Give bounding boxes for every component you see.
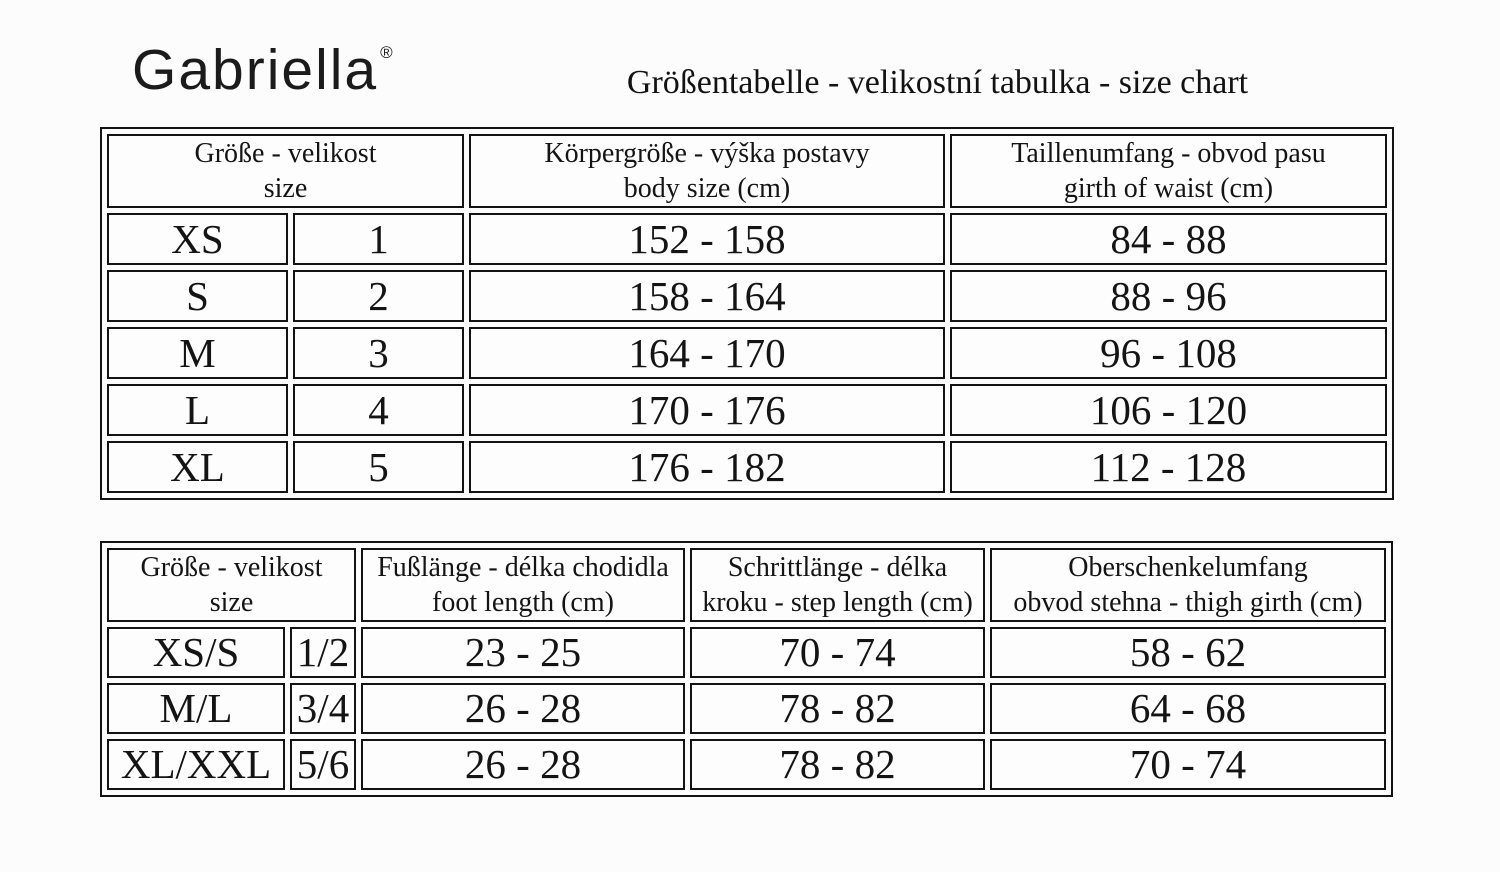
table-row — [107, 441, 1387, 493]
header-line: foot length (cm) — [432, 587, 614, 618]
cell-thigh-range: 70 - 74 — [990, 739, 1386, 790]
header-line: girth of waist (cm) — [1063, 173, 1274, 204]
table-row — [107, 270, 1387, 322]
cell-waist-range: 84 - 88 — [950, 213, 1387, 265]
cell-body-range: 164 - 170 — [469, 327, 945, 379]
table-row — [107, 213, 1387, 265]
col-header-body-size — [469, 134, 945, 208]
brand-logo — [132, 38, 393, 102]
cell-size-number: 4 — [293, 384, 464, 436]
table-row — [107, 683, 1386, 734]
header-line: Größe - velikost — [140, 552, 323, 583]
cell-size-number: 2 — [293, 270, 464, 322]
cell-body-range: 152 - 158 — [469, 213, 945, 265]
cell-size-label: XL/XXL — [107, 739, 285, 790]
header-line: Schrittlänge - délka — [727, 552, 948, 583]
col-header-waist-girth — [950, 134, 1387, 208]
header-row — [107, 134, 1387, 208]
header-line: Größe - velikost — [194, 138, 377, 169]
cell-size-label: XS/S — [107, 627, 285, 678]
table-row — [107, 384, 1387, 436]
header-line: body size (cm) — [623, 173, 791, 204]
cell-body-range: 158 - 164 — [469, 270, 945, 322]
header-row — [107, 548, 1386, 622]
cell-body-range: 176 - 182 — [469, 441, 945, 493]
cell-body-range: 170 - 176 — [469, 384, 945, 436]
cell-size-number: 1 — [293, 213, 464, 265]
header-line: size — [209, 587, 254, 618]
cell-size-label: M — [107, 327, 288, 379]
cell-size-label: S — [107, 270, 288, 322]
cell-waist-range: 96 - 108 — [950, 327, 1387, 379]
registered-trademark-icon: ® — [380, 43, 393, 62]
header-line: Oberschenkelumfang — [1068, 552, 1308, 583]
header-line: Körpergröße - výška postavy — [544, 138, 870, 169]
header-line: Taillenumfang - obvod pasu — [1011, 138, 1326, 169]
cell-size-number: 5 — [293, 441, 464, 493]
table-row — [107, 739, 1386, 790]
cell-thigh-range: 58 - 62 — [990, 627, 1386, 678]
cell-size-label: XS — [107, 213, 288, 265]
col-header-size — [107, 134, 464, 208]
col-header-step-length — [690, 548, 985, 622]
hosiery-size-table — [100, 541, 1393, 797]
cell-size-label: M/L — [107, 683, 285, 734]
table-row — [107, 627, 1386, 678]
cell-size-label: L — [107, 384, 288, 436]
col-header-thigh-girth — [990, 548, 1386, 622]
cell-waist-range: 112 - 128 — [950, 441, 1387, 493]
col-header-foot-length — [361, 548, 685, 622]
cell-step-range: 70 - 74 — [690, 627, 985, 678]
body-size-table — [100, 127, 1394, 500]
cell-foot-range: 26 - 28 — [361, 683, 685, 734]
header-line: obvod stehna - thigh girth (cm) — [1013, 587, 1363, 618]
cell-foot-range: 23 - 25 — [361, 627, 685, 678]
cell-size-number: 1/2 — [290, 627, 356, 678]
cell-waist-range: 88 - 96 — [950, 270, 1387, 322]
cell-size-number: 3/4 — [290, 683, 356, 734]
header-line: Fußlänge - délka chodidla — [377, 552, 669, 583]
brand-name: Gabriella — [132, 38, 379, 102]
cell-thigh-range: 64 - 68 — [990, 683, 1386, 734]
page-title: Größentabelle - velikostní tabulka - size chart — [626, 64, 1249, 101]
header-line: size — [263, 173, 308, 204]
cell-step-range: 78 - 82 — [690, 683, 985, 734]
cell-size-number: 5/6 — [290, 739, 356, 790]
col-header-size — [107, 548, 356, 622]
cell-size-label: XL — [107, 441, 288, 493]
cell-waist-range: 106 - 120 — [950, 384, 1387, 436]
cell-foot-range: 26 - 28 — [361, 739, 685, 790]
cell-size-number: 3 — [293, 327, 464, 379]
table-row — [107, 327, 1387, 379]
cell-step-range: 78 - 82 — [690, 739, 985, 790]
header-line: kroku - step length (cm) — [702, 587, 973, 618]
